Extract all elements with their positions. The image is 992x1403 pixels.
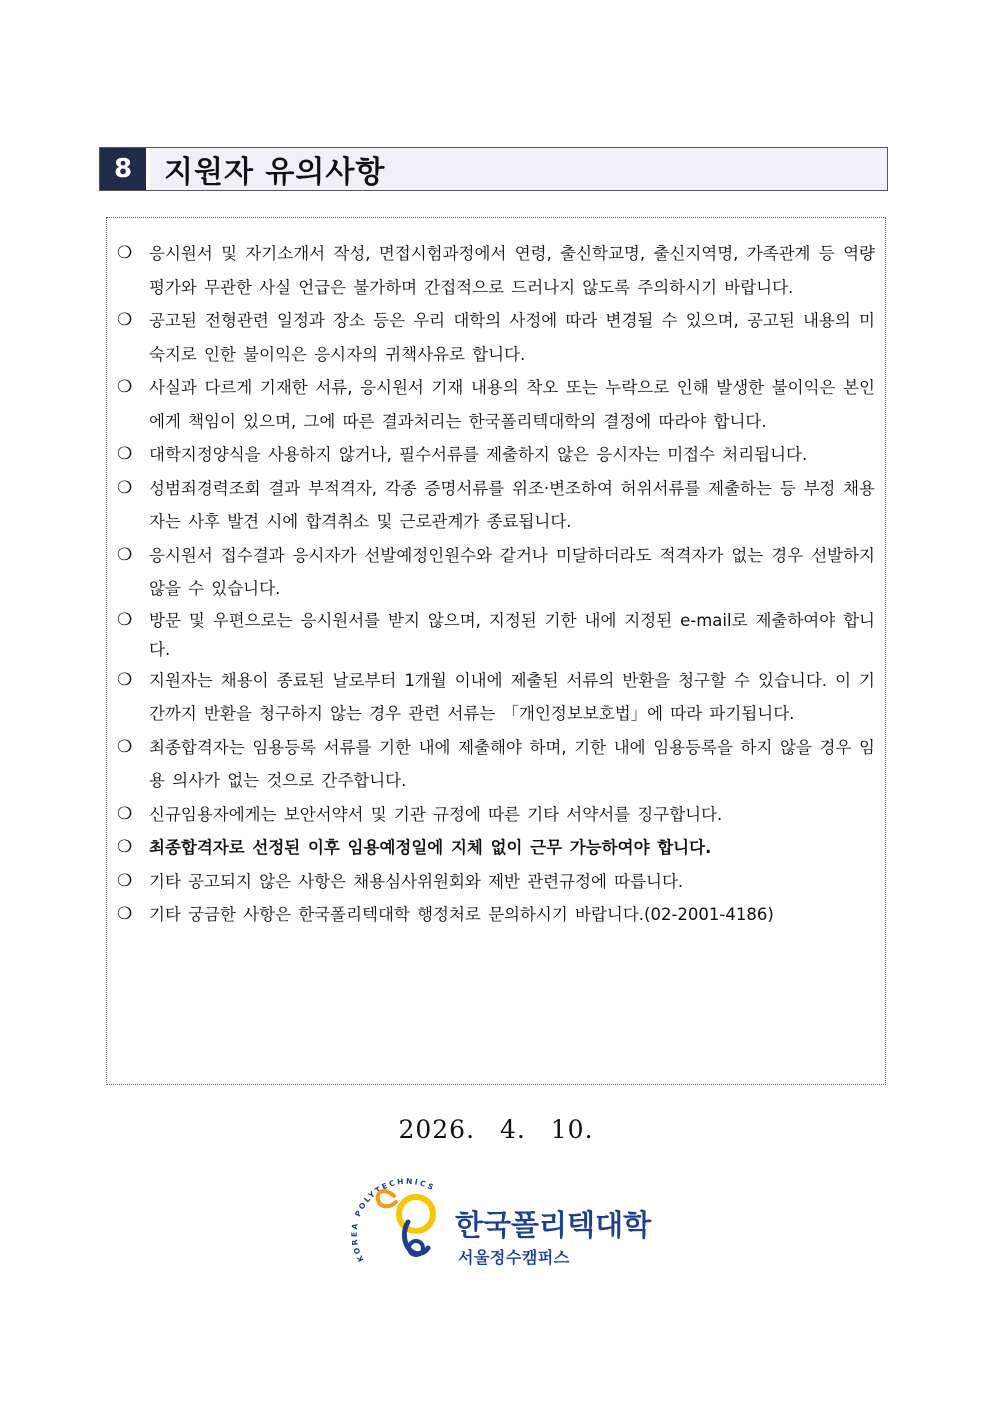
notice-text: 사실과 다르게 기재한 서류, 응시원서 기재 내용의 착오 또는 누락으로 인해 발생한 불이익은 본인에게 책임이 있으며, 그에 따른 결과처리는 한국폴리텍대학의 결정에 따라야 합니다. (149, 378, 875, 431)
notice-item (117, 438, 875, 472)
notice-text: 기타 궁금한 사항은 한국폴리텍대학 행정처로 문의하시기 바랍니다.(02-2001-4186) (149, 905, 774, 924)
notice-item (117, 798, 875, 832)
notice-text: 신규임용자에게는 보안서약서 및 기관 규정에 따른 기타 서약서를 징구합니다. (149, 804, 723, 824)
notice-text: 공고된 전형관련 일정과 장소 등은 우리 대학의 사정에 따라 변경될 수 있으며, 공고된 내용의 미숙지로 인한 불이익은 응시자의 귀책사유로 합니다. (149, 311, 875, 364)
notice-text: 방문 및 우편으로는 응시원서를 받지 않으며, 지정된 기한 내에 지정된 e-mail로 제출하여야 합니다. (149, 610, 875, 659)
logo-name: 한국폴리텍대학 (455, 1208, 652, 1242)
bullet-icon: ❍ (117, 377, 133, 397)
bullet-icon: ❍ (117, 609, 133, 630)
notice-item (117, 606, 875, 664)
bullet-icon: ❍ (117, 477, 133, 498)
logo-campus: 서울정수캠퍼스 (458, 1248, 570, 1267)
section-number: 8 (100, 148, 146, 190)
bullet-icon: ❍ (117, 736, 133, 757)
bullet-icon: ❍ (117, 669, 133, 690)
section-header (99, 147, 888, 191)
bullet-icon: ❍ (117, 310, 133, 330)
logo-arc-text: KOREA POLYTECHNICS (350, 1178, 437, 1264)
notice-item (117, 664, 875, 731)
notice-item-emphasized (117, 831, 875, 865)
notice-item (117, 898, 875, 932)
notice-text: 성범죄경력조회 결과 부적격자, 각종 증명서류를 위조·변조하여 허위서류를 제출하는 등 부정 채용자는 사후 발견 시에 합격취소 및 근로관계가 종료됩니다. (149, 478, 875, 531)
notice-item (117, 731, 875, 798)
notice-text: 응시원서 접수결과 응시자가 선발예정인원수와 같거나 미달하더라도 적격자가 없는 경우 선발하지 않을 수 있습니다. (149, 545, 875, 598)
notice-item (117, 472, 875, 539)
bullet-icon: ❍ (117, 243, 133, 263)
notice-item (117, 237, 875, 304)
notice-text: 기타 공고되지 않은 사항은 채용심사위원회와 제반 관련규정에 따릅니다. (149, 871, 684, 891)
announcement-date: 2026. 4. 10. (398, 1115, 594, 1144)
bullet-icon: ❍ (117, 870, 133, 891)
logo-swoosh (378, 1191, 396, 1206)
notice-text: 최종합격자는 임용등록 서류를 기한 내에 제출해야 하며, 기한 내에 임용등록을 하지 않을 경우 임용 의사가 없는 것으로 간주합니다. (149, 737, 875, 790)
notice-item (117, 865, 875, 899)
bullet-icon: ❍ (117, 904, 133, 924)
bullet-icon: ❍ (117, 803, 133, 824)
notice-item (117, 304, 875, 371)
notice-text: 응시원서 및 자기소개서 작성, 면접시험과정에서 연령, 출신학교명, 출신지역명, 가족관계 등 역량평가와 무관한 사실 언급은 불가하며 간접적으로 드러나지 않도록 주의하시기 바랍니다. (149, 244, 875, 297)
notice-text: 대학지정양식을 사용하지 않거나, 필수서류를 제출하지 않은 응시자는 미접수 처리됩니다. (149, 445, 808, 464)
notice-text: 지원자는 채용이 종료된 날로부터 1개월 이내에 제출된 서류의 반환을 청구할 수 있습니다. 이 기간까지 반환을 청구하지 않는 경우 관련 서류는 「개인정보보호법」에 따라 파기됩니다. (149, 670, 875, 723)
bullet-icon: ❍ (117, 544, 133, 565)
notice-box (106, 217, 886, 1085)
notice-text: 최종합격자로 선정된 이후 임용예정일에 지체 없이 근무 가능하여야 합니다. (149, 838, 712, 857)
bullet-icon: ❍ (117, 444, 133, 464)
notice-item (117, 539, 875, 606)
section-title: 지원자 유의사항 (164, 155, 386, 190)
bullet-icon: ❍ (117, 837, 133, 857)
notice-item (117, 371, 875, 438)
